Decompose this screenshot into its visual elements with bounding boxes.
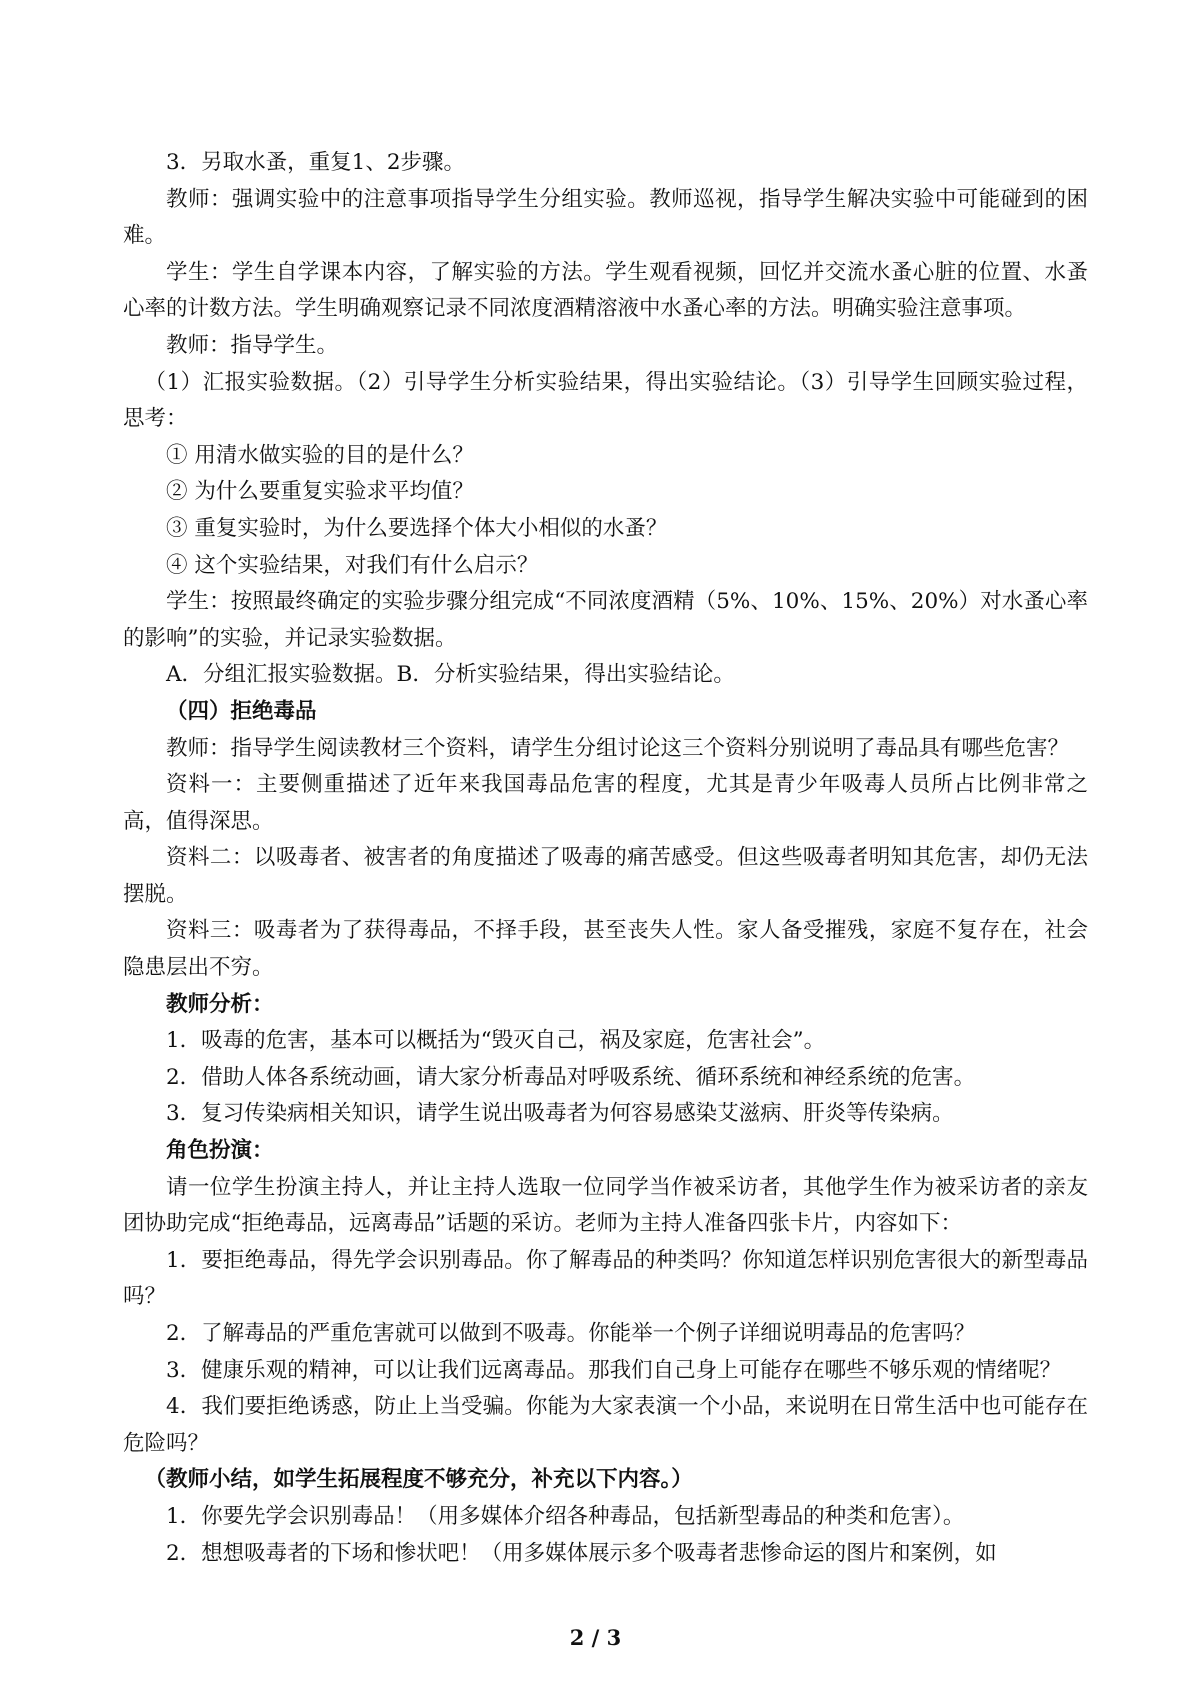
list-item: ① 用清水做实验的目的是什么？ — [166, 442, 474, 468]
list-item: 2．借助人体各系统动画，请大家分析毒品对呼吸系统、循环系统和神经系统的危害。 — [166, 1064, 976, 1090]
paragraph: 资料二：以吸毒者、被害者的角度描述了吸毒的痛苦感受。但这些吸毒者明知其危害，却仍无法摆脱。 — [123, 845, 1088, 907]
subheading-role-play: 角色扮演： — [166, 1138, 274, 1164]
teacher-summary-heading: （教师小结，如学生拓展程度不够充分，补充以下内容。） — [144, 1467, 693, 1493]
paragraph: 学生：学生自学课本内容，了解实验的方法。学生观看视频，回忆并交流水蚤心脏的位置、水蚤心率的计数方法。学生明确观察记录不同浓度酒精溶液中水蚤心率的方法。明确实验注意事项。 — [123, 259, 1088, 322]
list-item: ③ 重复实验时，为什么要选择个体大小相似的水蚤？ — [166, 515, 668, 541]
subheading-teacher-analysis: 教师分析： — [166, 991, 274, 1017]
paragraph: A．分组汇报实验数据。B．分析实验结果，得出实验结论。 — [166, 662, 735, 688]
list-item: 2．了解毒品的严重危害就可以做到不吸毒。你能举一个例子详细说明毒品的危害吗？ — [166, 1321, 976, 1346]
list-item: 1．要拒绝毒品，得先学会识别毒品。你了解毒品的种类吗？你知道怎样识别危害很大的新型毒品吗？ — [123, 1247, 1088, 1310]
list-item: 2．想想吸毒者的下场和惨状吧！（用多媒体展示多个吸毒者悲惨命运的图片和案例，如 — [166, 1540, 997, 1566]
section-heading: （四）拒绝毒品 — [166, 698, 317, 724]
paragraph: 资料一：主要侧重描述了近年来我国毒品危害的程度，尤其是青少年吸毒人员所占比例非常之高，值得深思。 — [123, 772, 1088, 834]
paragraph: 教师：指导学生。 — [166, 332, 339, 358]
paragraph: 请一位学生扮演主持人，并让主持人选取一位同学当作被采访者，其他学生作为被采访者的亲友团协助完成“拒绝毒品，远离毒品”话题的采访。老师为主持人准备四张卡片，内容如下： — [123, 1174, 1088, 1237]
paragraph: 教师：强调实验中的注意事项指导学生分组实验。教师巡视，指导学生解决实验中可能碰到的困难。 — [123, 186, 1088, 249]
paragraph: 教师：指导学生阅读教材三个资料，请学生分组讨论这三个资料分别说明了毒品具有哪些危害？ — [166, 735, 1070, 761]
list-item: 4．我们要拒绝诱惑，防止上当受骗。你能为大家表演一个小品，来说明在日常生活中也可能存在危险吗？ — [123, 1394, 1088, 1456]
list-item: 3．复习传染病相关知识，请学生说出吸毒者为何容易感染艾滋病、肝炎等传染病。 — [166, 1101, 954, 1127]
paragraph: （1）汇报实验数据。（2）引导学生分析实验结果，得出实验结论。（3）引导学生回顾实验过程，思考： — [123, 369, 1088, 432]
list-item: ④ 这个实验结果，对我们有什么启示？ — [166, 552, 539, 578]
paragraph: 学生：按照最终确定的实验步骤分组完成“不同浓度酒精（5%、10%、15%、20%）对水蚤心率的影响”的实验，并记录实验数据。 — [123, 589, 1088, 651]
paragraph: 3．另取水蚤，重复1、2步骤。 — [166, 150, 466, 175]
list-item: ② 为什么要重复实验求平均值？ — [166, 479, 474, 505]
list-item: 1．吸毒的危害，基本可以概括为“毁灭自己，祸及家庭，危害社会”。 — [166, 1028, 826, 1054]
paragraph: 资料三：吸毒者为了获得毒品，不择手段，甚至丧失人性。家人备受摧残，家庭不复存在，社会隐患层出不穷。 — [123, 918, 1088, 981]
list-item: 3．健康乐观的精神，可以让我们远离毒品。那我们自己身上可能存在哪些不够乐观的情绪呢？ — [166, 1357, 1062, 1383]
document-body — [123, 145, 1088, 1572]
page-number: 2 / 3 — [569, 1625, 622, 1650]
list-item: 1．你要先学会识别毒品！（用多媒体介绍各种毒品，包括新型毒品的种类和危害）。 — [166, 1503, 965, 1529]
